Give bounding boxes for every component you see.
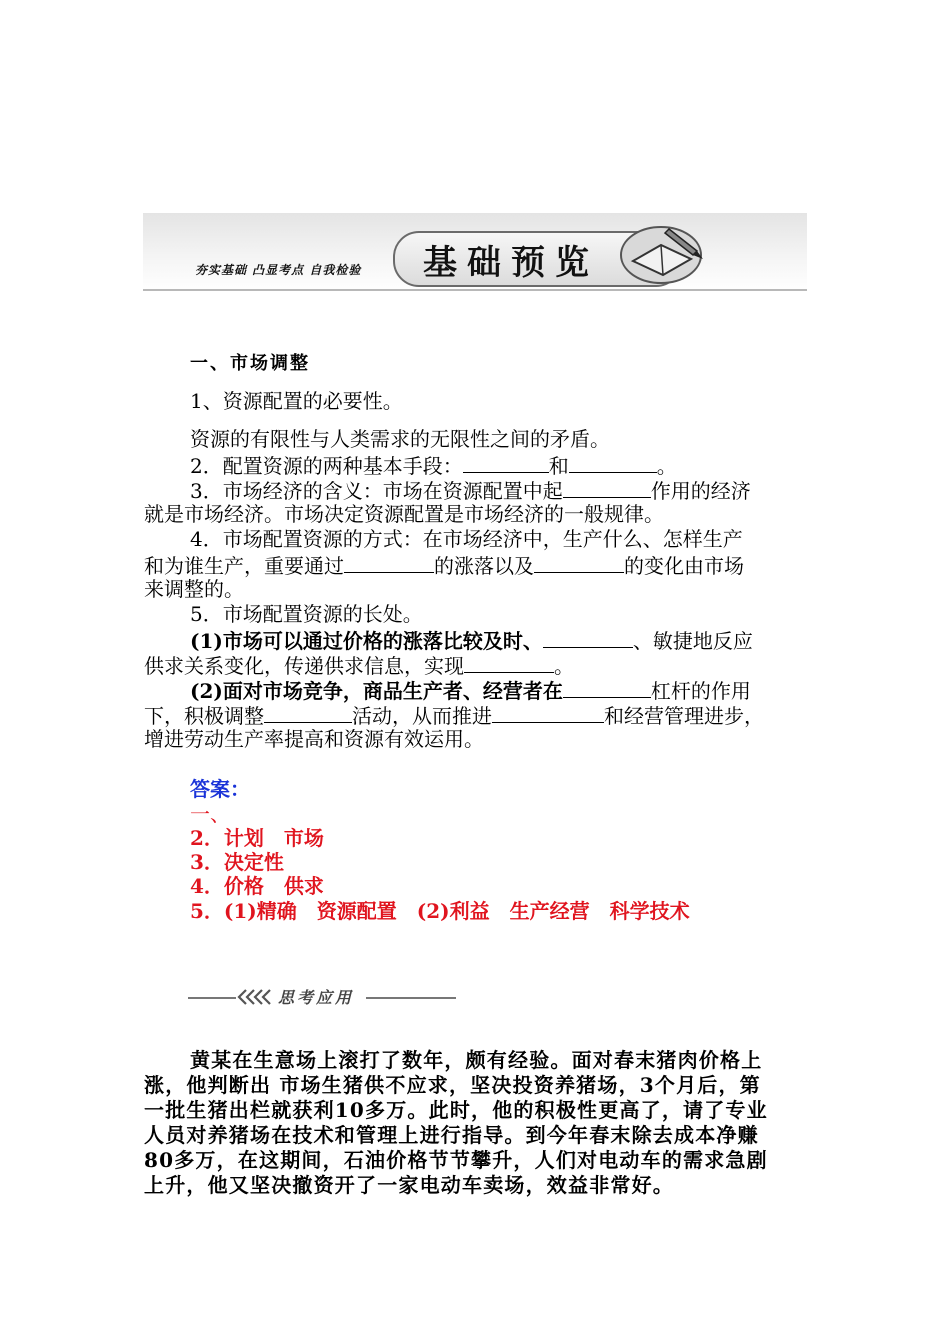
fill-blank: [563, 477, 651, 498]
point-5-2-line-1: [190, 677, 751, 703]
point-1-text: 资源的有限性与人类需求的无限性之间的矛盾。: [190, 427, 610, 451]
point-4-line-1: 4．市场配置资源的方式：在市场经济中，生产什么、怎样生产: [190, 527, 743, 551]
fill-blank: [543, 627, 633, 648]
chevrons-left-icon: [236, 988, 278, 1006]
fill-blank: [569, 452, 657, 473]
point-5-heading: 5．市场配置资源的长处。: [190, 602, 423, 626]
fill-blank: [534, 552, 624, 573]
case-line-2: 涨，他判断出 市场生猪供不应求，坚决投资养猪场，3个月后，第: [144, 1073, 761, 1097]
banner-tagline: 夯实基础 凸显考点 自我检验: [195, 263, 362, 277]
point-5-2-text-d: 活动，从而推进: [352, 704, 492, 728]
point-5-1-text-a: (1)市场可以通过价格的涨落比较及时、: [190, 629, 543, 653]
point-5-2-text-b: 杠杆的作用: [650, 679, 751, 703]
banner-underline: [143, 289, 807, 291]
section-banner: [143, 213, 807, 291]
fill-blank: [344, 552, 434, 573]
banner-title: 基础预览: [423, 243, 599, 283]
point-5-1-line-2: [144, 652, 574, 678]
fill-blank: [492, 702, 604, 723]
case-line-6: 上升，他又坚决撤资开了一家电动车卖场，效益非常好。: [144, 1173, 674, 1197]
answer-4: 4．价格 供求: [190, 874, 324, 898]
point-2-text-b: 和: [548, 454, 569, 478]
point-3-line-2: 就是市场经济。市场决定资源配置是市场经济的一般规律。: [144, 502, 664, 526]
point-4-text-d: 的变化由市场: [624, 554, 744, 578]
answer-3: 3．决定性: [190, 850, 284, 874]
fill-blank: [264, 702, 352, 723]
point-1-heading: 1、资源配置的必要性。: [190, 389, 403, 413]
answer-5: 5．(1)精确 资源配置 (2)利益 生产经营 科学技术: [190, 899, 690, 923]
fill-blank: [464, 652, 554, 673]
point-2-text-a: 2．配置资源的两种基本手段：: [190, 454, 463, 478]
section-heading: 一、市场调整: [190, 353, 310, 374]
point-3-text-b: 作用的经济: [650, 479, 751, 503]
point-5-2-text-a: (2)面对市场竞争，商品生产者、经营者在: [190, 679, 563, 703]
think-label: 思考应用: [278, 988, 355, 1007]
case-line-1: 黄某在生意场上滚打了数年，颇有经验。面对春末猪肉价格上: [190, 1048, 763, 1072]
point-5-2-text-c: 下，积极调整: [144, 704, 264, 728]
point-2: [190, 452, 677, 478]
point-4-line-2: [144, 552, 744, 578]
answer-label: 答案：: [190, 777, 250, 801]
case-line-5: 80多万，在这期间，石油价格节节攀升，人们对电动车的需求急剧: [144, 1148, 768, 1172]
point-3-text-a: 3．市场经济的含义：市场在资源配置中起: [190, 479, 563, 503]
point-4-line-3: 来调整的。: [144, 577, 244, 601]
point-5-1-text-c: 供求关系变化，传递供求信息，实现: [144, 654, 464, 678]
book-pen-icon: [613, 215, 713, 287]
point-5-2-text-e: 和经营管理进步，: [604, 704, 764, 728]
case-line-4: 人员对养猪场在技术和管理上进行指导。到今年春末除去成本净赚: [144, 1123, 759, 1147]
point-2-text-c: 。: [656, 454, 677, 478]
point-4-text-b: 和为谁生产，重要通过: [144, 554, 344, 578]
point-3-line-1: [190, 477, 751, 503]
point-5-2-line-2: [144, 702, 764, 728]
case-line-3: 一批生猪出栏就获利10多万。此时，他的积极性更高了，请了专业: [144, 1098, 768, 1122]
point-5-1-text-b: 、敏捷地反应: [632, 629, 753, 653]
point-5-2-line-3: 增进劳动生产率提高和资源有效运用。: [144, 727, 484, 751]
fill-blank: [563, 677, 651, 698]
fill-blank: [463, 452, 549, 473]
point-5-1-text-d: 。: [554, 654, 574, 678]
point-5-1-line-1: [190, 627, 753, 653]
think-application-divider: [188, 983, 456, 1009]
answer-2: 2．计划 市场: [190, 826, 324, 850]
point-4-text-c: 的涨落以及: [434, 554, 534, 578]
answer-0: 一、: [190, 802, 230, 826]
